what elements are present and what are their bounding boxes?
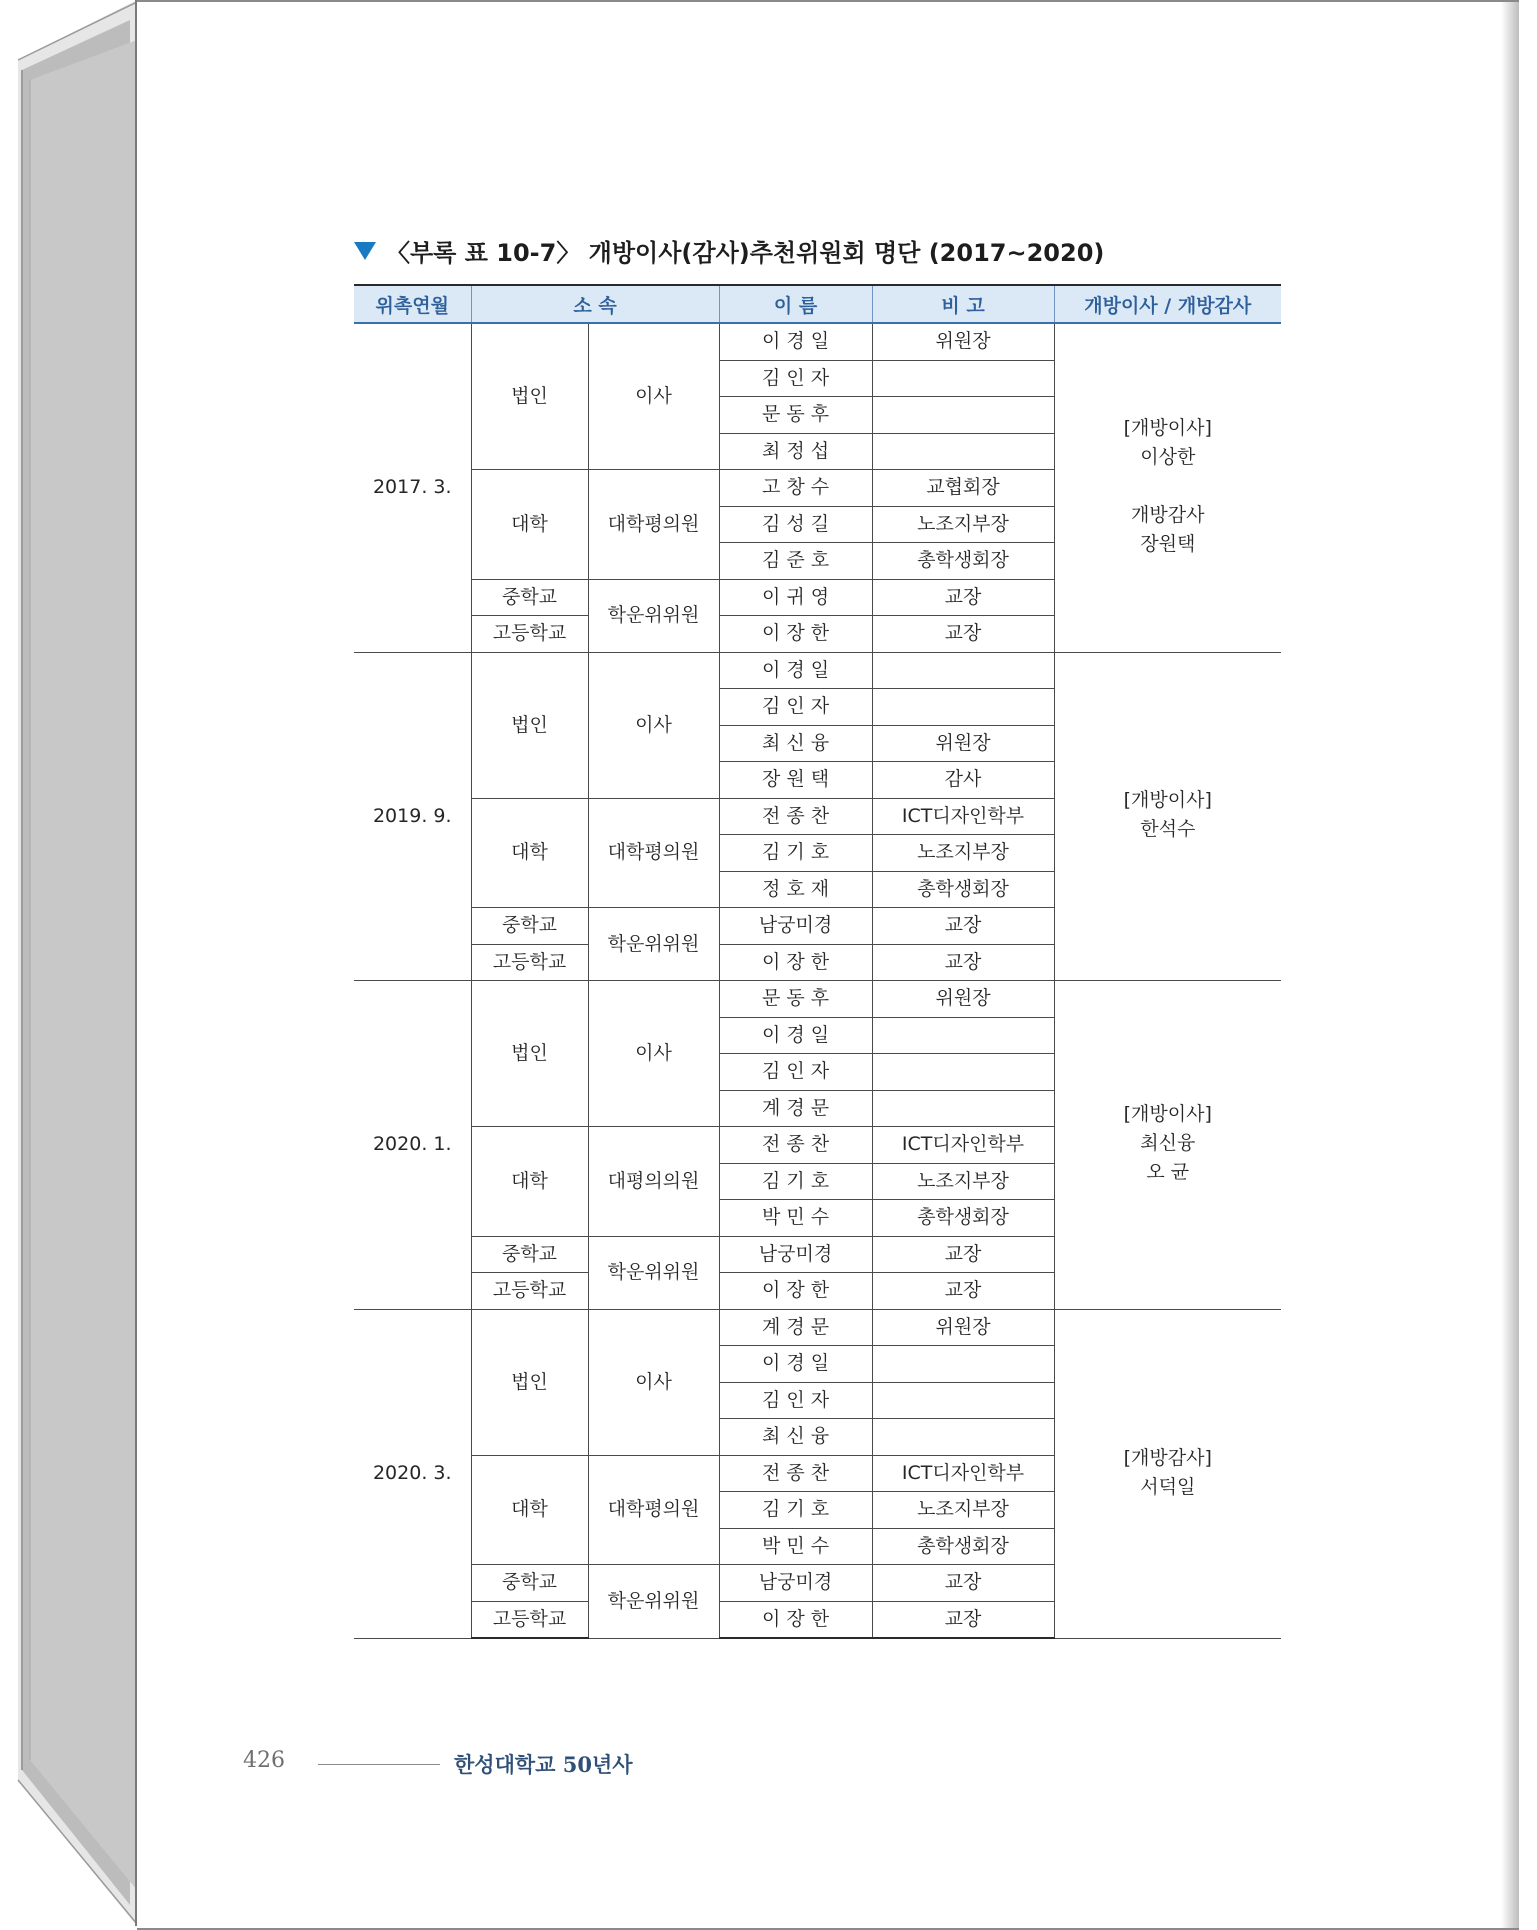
affiliation-univ-cell: 대학	[471, 470, 588, 580]
role-school-cell: 학운위위원	[588, 1236, 719, 1309]
open-director-line	[1055, 473, 1282, 502]
member-name-cell: 고 창 수	[719, 470, 872, 507]
member-name-cell: 남궁미경	[719, 1236, 872, 1273]
appointment-date-cell: 2020. 3.	[354, 1309, 471, 1638]
member-name-cell: 최 신 융	[719, 725, 872, 762]
role-school-cell: 학운위위원	[588, 908, 719, 981]
member-name-cell: 이 경 일	[719, 1017, 872, 1054]
member-name-cell: 김 인 자	[719, 1382, 872, 1419]
appointment-date-cell: 2017. 3.	[354, 323, 471, 652]
affiliation-univ-cell: 대학	[471, 798, 588, 908]
table-row	[354, 1309, 1281, 1346]
member-remark-cell	[872, 1090, 1054, 1127]
open-director-line: 서덕일	[1140, 1475, 1196, 1498]
appointment-date-cell: 2020. 1.	[354, 981, 471, 1310]
open-director-line: 이상한	[1140, 446, 1196, 469]
member-remark-cell	[872, 1346, 1054, 1383]
member-name-cell: 정 호 재	[719, 871, 872, 908]
open-director-cell	[1054, 1309, 1281, 1638]
affiliation-corp-cell: 법인	[471, 323, 588, 470]
affiliation-middle-school-cell: 중학교	[471, 908, 588, 945]
member-remark-cell	[872, 1419, 1054, 1456]
header-affiliation: 소 속	[471, 285, 719, 323]
affiliation-corp-cell: 법인	[471, 981, 588, 1127]
open-director-line: 오 균	[1146, 1161, 1190, 1184]
member-name-cell: 남궁미경	[719, 1565, 872, 1602]
member-remark-cell	[872, 360, 1054, 397]
member-remark-cell: 교장	[872, 1236, 1054, 1273]
role-school-cell: 학운위위원	[588, 579, 719, 652]
member-name-cell: 이 장 한	[719, 1601, 872, 1638]
affiliation-univ-cell: 대학	[471, 1455, 588, 1565]
affiliation-univ-cell: 대학	[471, 1127, 588, 1237]
role-corp-cell: 이사	[588, 323, 719, 470]
member-name-cell: 박 민 수	[719, 1528, 872, 1565]
member-name-cell: 최 신 융	[719, 1419, 872, 1456]
member-remark-cell	[872, 1054, 1054, 1091]
member-remark-cell: ICT디자인학부	[872, 1455, 1054, 1492]
table-row	[354, 981, 1281, 1018]
member-name-cell: 계 경 문	[719, 1309, 872, 1346]
member-remark-cell: 교장	[872, 944, 1054, 981]
member-name-cell: 김 기 호	[719, 1492, 872, 1529]
role-univ-cell: 대학평의원	[588, 1455, 719, 1565]
member-remark-cell: 총학생회장	[872, 1528, 1054, 1565]
member-name-cell: 문 동 후	[719, 981, 872, 1018]
header-date: 위촉연월	[354, 285, 471, 323]
table-row	[354, 323, 1281, 360]
affiliation-middle-school-cell: 중학교	[471, 1565, 588, 1602]
open-director-line: 개방감사	[1131, 504, 1205, 527]
affiliation-corp-cell: 법인	[471, 1309, 588, 1455]
role-univ-cell: 대평의의원	[588, 1127, 719, 1237]
open-director-line: 최신융	[1140, 1132, 1196, 1155]
member-remark-cell: 위원장	[872, 981, 1054, 1018]
member-remark-cell	[872, 397, 1054, 434]
page-right-shadow	[1501, 2, 1519, 1928]
role-corp-cell: 이사	[588, 981, 719, 1127]
table-row	[354, 652, 1281, 689]
member-name-cell: 문 동 후	[719, 397, 872, 434]
table-title	[354, 233, 1104, 268]
footer-rule	[318, 1764, 440, 1765]
member-name-cell: 장 원 택	[719, 762, 872, 799]
member-name-cell: 김 인 자	[719, 1054, 872, 1091]
member-remark-cell: 교장	[872, 616, 1054, 653]
member-remark-cell: 교장	[872, 908, 1054, 945]
member-remark-cell: 총학생회장	[872, 1200, 1054, 1237]
member-remark-cell: 교장	[872, 1601, 1054, 1638]
member-name-cell: 이 경 일	[719, 1346, 872, 1383]
open-director-line: [개방이사]	[1123, 789, 1212, 812]
member-remark-cell	[872, 1017, 1054, 1054]
member-remark-cell: ICT디자인학부	[872, 1127, 1054, 1164]
member-remark-cell: 교장	[872, 1565, 1054, 1602]
open-director-line: 한석수	[1140, 818, 1196, 841]
header-remark: 비 고	[872, 285, 1054, 323]
member-name-cell: 김 기 호	[719, 835, 872, 872]
member-name-cell: 이 경 일	[719, 323, 872, 360]
open-director-cell	[1054, 981, 1281, 1310]
member-name-cell: 이 경 일	[719, 652, 872, 689]
header-open-director: 개방이사 / 개방감사	[1054, 285, 1281, 323]
page-number: 426	[243, 1748, 285, 1773]
role-school-cell: 학운위위원	[588, 1565, 719, 1639]
member-remark-cell: 감사	[872, 762, 1054, 799]
appointment-date-cell: 2019. 9.	[354, 652, 471, 981]
open-director-line: [개방감사]	[1123, 1446, 1212, 1469]
member-name-cell: 박 민 수	[719, 1200, 872, 1237]
open-director-cell	[1054, 323, 1281, 652]
member-name-cell: 김 인 자	[719, 360, 872, 397]
member-remark-cell: 교장	[872, 1273, 1054, 1310]
member-remark-cell	[872, 1382, 1054, 1419]
member-name-cell: 김 성 길	[719, 506, 872, 543]
triangle-marker-icon	[354, 242, 376, 260]
role-univ-cell: 대학평의원	[588, 470, 719, 580]
member-remark-cell: 위원장	[872, 1309, 1054, 1346]
open-director-line: [개방이사]	[1123, 1103, 1212, 1126]
open-director-line: 장원택	[1140, 533, 1196, 556]
member-remark-cell: 노조지부장	[872, 506, 1054, 543]
table-header-row	[354, 285, 1281, 323]
member-name-cell: 김 준 호	[719, 543, 872, 580]
member-name-cell: 계 경 문	[719, 1090, 872, 1127]
member-remark-cell: 노조지부장	[872, 1163, 1054, 1200]
member-name-cell: 전 종 찬	[719, 1127, 872, 1164]
member-remark-cell: 위원장	[872, 725, 1054, 762]
member-remark-cell: 노조지부장	[872, 835, 1054, 872]
member-remark-cell: 교협회장	[872, 470, 1054, 507]
member-remark-cell: 위원장	[872, 323, 1054, 360]
affiliation-middle-school-cell: 중학교	[471, 579, 588, 616]
member-remark-cell	[872, 433, 1054, 470]
table-title-text: 〈부록 표 10-7〉 개방이사(감사)추천위원회 명단 (2017~2020)	[386, 239, 1105, 267]
member-remark-cell	[872, 652, 1054, 689]
open-director-cell	[1054, 652, 1281, 981]
member-remark-cell: 총학생회장	[872, 871, 1054, 908]
affiliation-high-school-cell: 고등학교	[471, 616, 588, 653]
member-remark-cell	[872, 689, 1054, 726]
affiliation-high-school-cell: 고등학교	[471, 1601, 588, 1638]
member-name-cell: 전 종 찬	[719, 798, 872, 835]
member-name-cell: 이 장 한	[719, 616, 872, 653]
member-remark-cell: 총학생회장	[872, 543, 1054, 580]
member-name-cell: 전 종 찬	[719, 1455, 872, 1492]
member-name-cell: 이 장 한	[719, 1273, 872, 1310]
member-remark-cell: 교장	[872, 579, 1054, 616]
header-name: 이 름	[719, 285, 872, 323]
affiliation-high-school-cell: 고등학교	[471, 944, 588, 981]
committee-roster-table	[354, 284, 1281, 1639]
member-name-cell: 김 인 자	[719, 689, 872, 726]
role-corp-cell: 이사	[588, 652, 719, 798]
member-name-cell: 이 장 한	[719, 944, 872, 981]
member-remark-cell: ICT디자인학부	[872, 798, 1054, 835]
affiliation-middle-school-cell: 중학교	[471, 1236, 588, 1273]
member-name-cell: 이 귀 영	[719, 579, 872, 616]
member-remark-cell: 노조지부장	[872, 1492, 1054, 1529]
open-director-line: [개방이사]	[1123, 417, 1212, 440]
member-name-cell: 김 기 호	[719, 1163, 872, 1200]
role-univ-cell: 대학평의원	[588, 798, 719, 908]
member-name-cell: 남궁미경	[719, 908, 872, 945]
book-title: 한성대학교 50년사	[454, 1752, 633, 1777]
affiliation-corp-cell: 법인	[471, 652, 588, 798]
member-name-cell: 최 정 섭	[719, 433, 872, 470]
book-page-edges	[0, 0, 137, 1926]
role-corp-cell: 이사	[588, 1309, 719, 1455]
affiliation-high-school-cell: 고등학교	[471, 1273, 588, 1310]
table-body	[354, 323, 1281, 1638]
